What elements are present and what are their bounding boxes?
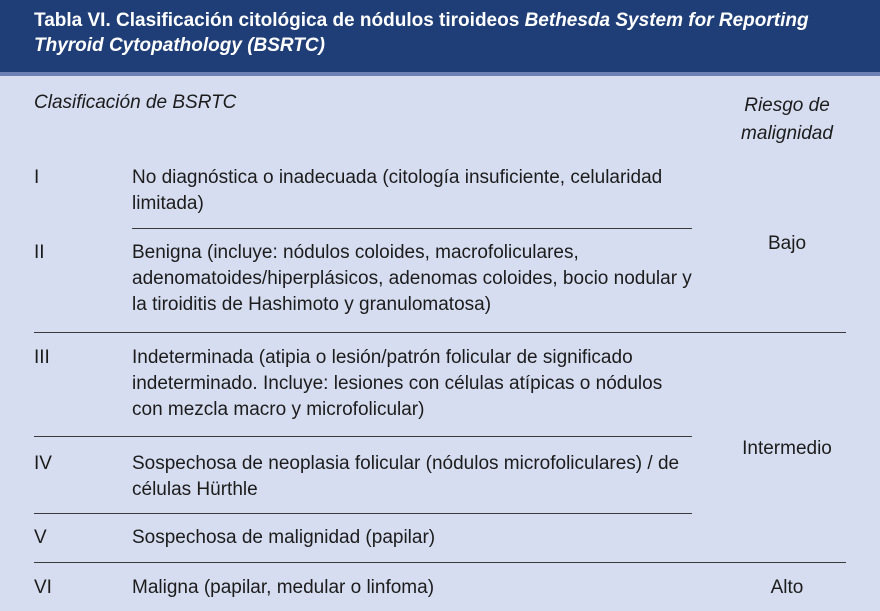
row-divider <box>34 513 692 514</box>
row-number: II <box>34 242 45 263</box>
row-divider <box>34 436 692 437</box>
row-description: Indeterminada (atipia o lesión/patrón folicular de significado indeterminado. Incluye: lesiones con células atípicas o nódulos con mezcla macro y microfolicular) <box>132 347 663 420</box>
row-description: No diagnóstica o inadecuada (citología insuficiente, celularidad limitada) <box>132 167 663 214</box>
table-title-italic: Bethesda System for Reporting Thyroid Cytopathology (BSRTC) <box>34 10 809 56</box>
risk-high: Alto <box>770 577 804 598</box>
risk-low: Bajo <box>767 233 807 254</box>
row-number: IV <box>34 453 52 474</box>
row-description: Sospechosa de malignidad (papilar) <box>132 527 436 548</box>
group-divider <box>34 332 846 333</box>
column-header-classification: Clasificación de BSRTC <box>34 92 237 113</box>
row-divider <box>132 228 692 229</box>
row-number: I <box>34 167 40 188</box>
table-title-text: Tabla VI. Clasificación citológica de nódulos tiroideos <box>34 10 525 31</box>
row-number: VI <box>34 577 52 598</box>
row-number: III <box>34 347 50 368</box>
row-description: Sospechosa de neoplasia folicular (nódulos microfoliculares) / de células Hürthle <box>132 453 680 500</box>
table-title <box>0 0 880 76</box>
row-description: Maligna (papilar, medular o linfoma) <box>132 577 435 598</box>
group-divider <box>34 562 846 563</box>
risk-intermediate: Intermedio <box>742 438 832 459</box>
row-description: Benigna (incluye: nódulos coloides, macrofoliculares, adenomatoides/hiperplásicos, adenomas coloides, bocio nodular y la tiroiditis de Hashimoto y granulomatosa) <box>132 242 692 315</box>
column-header-risk: Riesgo de malignidad <box>741 95 833 144</box>
row-number: V <box>34 527 47 548</box>
